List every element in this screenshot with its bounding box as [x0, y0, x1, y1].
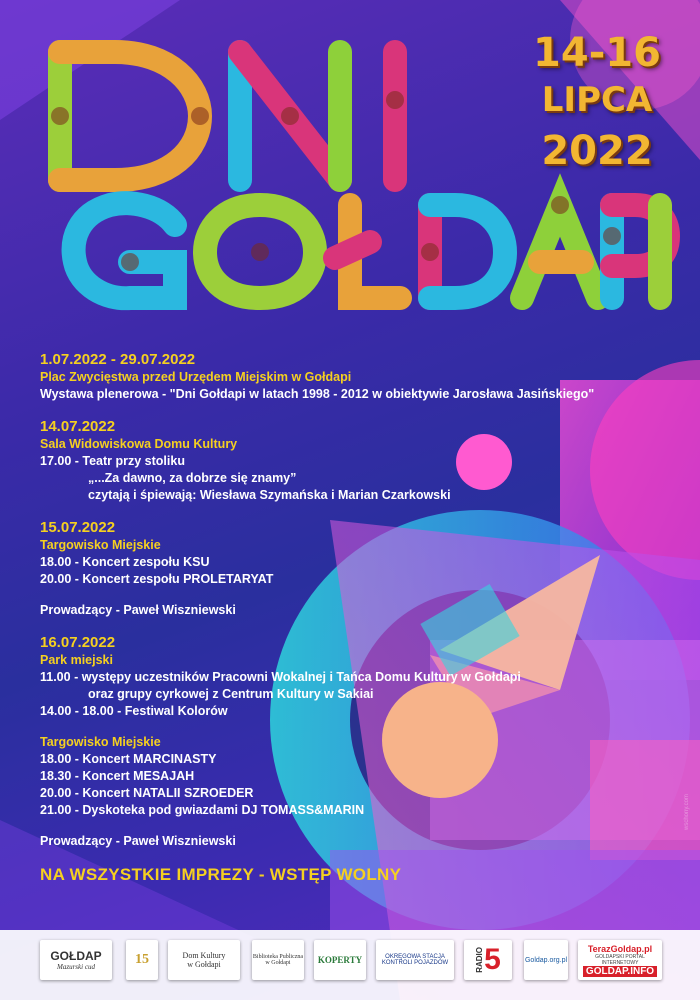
event-host: Prowadzący - Paweł Wiszniewski	[40, 834, 236, 848]
event-line: 20.00 - Koncert NATALII SZROEDER	[40, 786, 254, 800]
event-venue: Sala Widowiskowa Domu Kultury	[40, 437, 238, 451]
event-line: 14.00 - 18.00 - Festiwal Kolorów	[40, 704, 228, 718]
event-program	[40, 350, 660, 850]
biblioteka-logo: Biblioteka Publiczna w Gołdapi	[252, 940, 304, 980]
date-year: 2022	[541, 128, 653, 174]
event-venue: Park miejski	[40, 653, 113, 667]
event-date: 15.07.2022	[40, 519, 116, 536]
goldap-org-logo: Goldap.org.pl	[524, 940, 568, 980]
event-line: czytają i śpiewają: Wiesława Szymańska i Marian Czarkowski	[88, 488, 451, 502]
event-venue: Targowisko Miejskie	[40, 538, 161, 552]
event-venue: Plac Zwycięstwa przed Urzędem Miejskim w Gołdapi	[40, 370, 352, 384]
event-date: 14.07.2022	[40, 418, 116, 435]
event-date: 16.07.2022	[40, 634, 116, 651]
free-entry-note: NA WSZYSTKIE IMPREZY - WSTĘP WOLNY	[40, 865, 402, 884]
event-line: oraz grupy cyrkowej z Centrum Kultury w Sakiai	[88, 687, 374, 701]
date-range: 14-16	[533, 30, 661, 76]
event-date: 1.07.2022 - 29.07.2022	[40, 351, 196, 368]
event-line: 20.00 - Koncert zespołu PROLETARYAT	[40, 572, 274, 586]
event-host: Prowadzący - Paweł Wiszniewski	[40, 603, 236, 617]
goldap-logo: GOŁDAP Mazurski cud	[40, 940, 112, 980]
event-line: 21.00 - Dyskoteka pod gwiazdami DJ TOMASS&MARIN	[40, 803, 365, 817]
goldap-info-logo: TerazGoldap.pl GOLDAPSKI PORTAL INTERNETOWY GOLDAP.INFO	[578, 940, 662, 980]
stacja-kontroli-logo: OKRĘGOWA STACJA KONTROLI POJAZDÓW	[376, 940, 454, 980]
event-line: 11.00 - występy uczestników Pracowni Wokalnej i Tańca Domu Kultury w Gołdapi	[40, 670, 521, 684]
event-line: 17.00 - Teatr przy stoliku	[40, 454, 185, 468]
event-line: 18.00 - Koncert MARCINASTY	[40, 752, 217, 766]
event-venue: Targowisko Miejskie	[40, 735, 161, 749]
event-line: „...Za dawno, za dobrze się znamy”	[88, 471, 297, 485]
event-line: Wystawa plenerowa - "Dni Gołdapi w latach 1998 - 2012 w obiektywie Jarosława Jasińskiego"	[40, 387, 595, 401]
koperty-logo: KOPERTY	[314, 940, 366, 980]
event-line: 18.00 - Koncert zespołu KSU	[40, 555, 210, 569]
event-line: 18.30 - Koncert MESAJAH	[40, 769, 195, 783]
anniversary-logo: 15	[126, 940, 158, 980]
sponsor-logos	[40, 940, 662, 988]
date-month: LIPCA	[541, 80, 653, 120]
dom-kultury-logo: Dom Kultury w Gołdapi	[168, 940, 240, 980]
credit-text: wschony.com	[684, 794, 690, 830]
radio5-logo: RADIO 5	[464, 940, 512, 980]
